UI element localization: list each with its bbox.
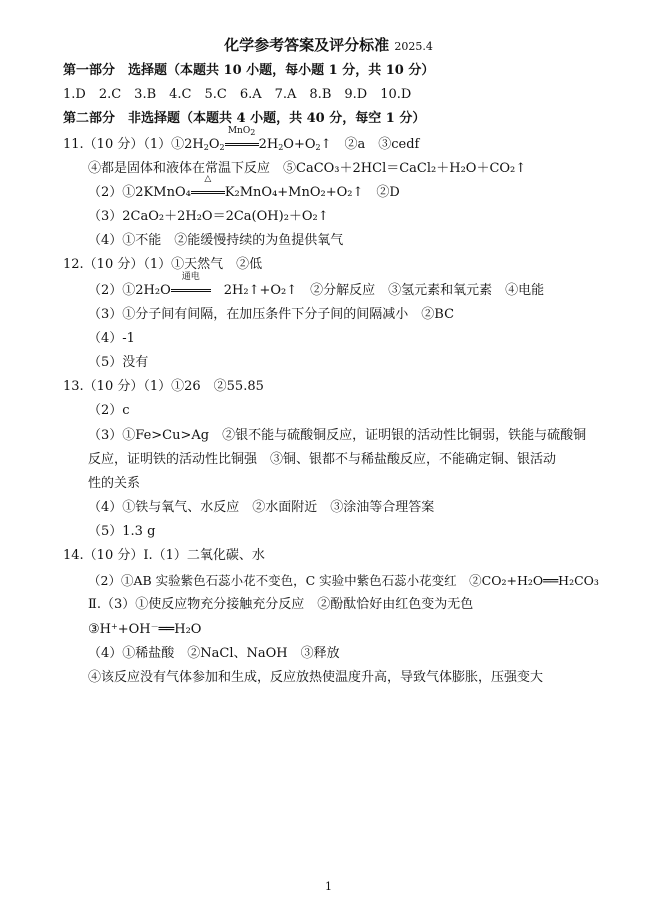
q12-line2 [88,272,545,300]
q11-l3-post: K₂MnO₄+MnO₂+O₂↑ ②D [224,185,400,200]
q11-mno2-condition: MnO$_2$ [225,136,259,154]
part2-heading: 第二部分 非选择题（本题共 4 小题，共 40 分，每空 1 分） [63,111,426,126]
q13-line3: （3）①Fe>Cu>Ag ②银不能与硫酸铜反应，证明银的活动性比铜弱，铁能与硫酸铜 [88,428,587,443]
q14-line4: ③H++OH－══H₂O [88,622,202,637]
q11-line4: （3）2CaO₂＋2H₂O＝2Ca(OH)₂＋O₂↑ [88,209,329,224]
q14-line6: ④该反应没有气体参加和生成，反应放热使温度升高，导致气体膨胀，压强变大 [88,670,544,685]
q13-line2: （2）c [88,403,130,418]
q14-line1: 14.（10 分）Ⅰ.（1）二氧化碳、水 [63,548,265,563]
q11-heat-condition [191,174,225,202]
title-text: 化学参考答案及评分标准 [224,36,390,54]
q11-l3-pre: （2）①2KMnO₄ [88,185,191,200]
q11-l1-cond: MnO [227,126,251,136]
q12-l2-post: 2H₂↑+O₂↑ ②分解反应 ③氢元素和氧元素 ④电能 [223,283,545,298]
q12-line1: 12.（10 分）（1）①天然气 ②低 [63,257,263,272]
q12-l2-cond: 通电 [181,272,200,282]
q14-line2: （2）①AB 实验紫色石蕊小花不变色，C 实验中紫色石蕊小花变红 ②CO₂+H₂O══H₂CO₃ [88,573,599,588]
q14-l4-pre: ③H [88,622,111,637]
q13-line1: 13.（10 分）（1）①26 ②55.85 [63,379,264,394]
q14-l4-post: ══H₂O [158,622,202,637]
q12-line3: （3）①分子间有间隔，在加压条件下分子间的间隔减小 ②BC [88,307,455,322]
q14-l4-mid: +OH [117,622,151,637]
page-title [0,34,657,55]
q14-line5: （4）①稀盐酸 ②NaCl、NaOH ③释放 [88,646,340,661]
q13-line7: （5）1.3 g [88,524,156,539]
q12-l2-pre: （2）①2H₂O [88,283,171,298]
q13-line5: 性的关系 [88,476,141,491]
q11-line3 [88,174,400,202]
q11-line2: ④都是固体和液体在常温下反应 ⑤CaCO₃＋2HCl＝CaCl₂＋H₂O＋CO₂↑ [88,161,527,176]
heat-triangle-icon: △ [204,174,212,184]
q11-l1-pre: 11.（10 分）（1）①2H [63,137,204,152]
q14-line3: Ⅱ.（3）①使反应物充分接触充分反应 ②酚酞恰好由红色变为无色 [88,597,474,612]
q12-electric-condition [171,272,211,300]
q11-line5: （4）①不能 ②能缓慢持续的为鱼提供氧气 [88,233,344,248]
q13-line4: 反应，证明铁的活动性比铜强 ③铜、银都不与稀盐酸反应，不能确定铜、银活动 [88,452,557,467]
q12-line4: （4）-1 [88,331,135,346]
q13-line6: （4）①铁与氧气、水反应 ②水面附近 ③涂油等合理答案 [88,500,435,515]
part1-answers: 1.D 2.C 3.B 4.C 5.C 6.A 7.A 8.B 9.D 10.D [63,87,412,102]
part1-heading: 第一部分 选择题（本题共 10 小题，每小题 1 分，共 10 分） [63,63,435,78]
page-number: 1 [325,880,332,893]
q12-line5: （5）没有 [88,355,149,370]
title-year: 2025.4 [394,40,433,53]
q11-line1: 11.（10 分）$(1)①2H_2O_2$ MnO$_2$ $2H_2O+O_2↑$ ②a ③cedf [63,126,420,152]
q11-l1-post: ②a ③cedf [331,137,420,152]
